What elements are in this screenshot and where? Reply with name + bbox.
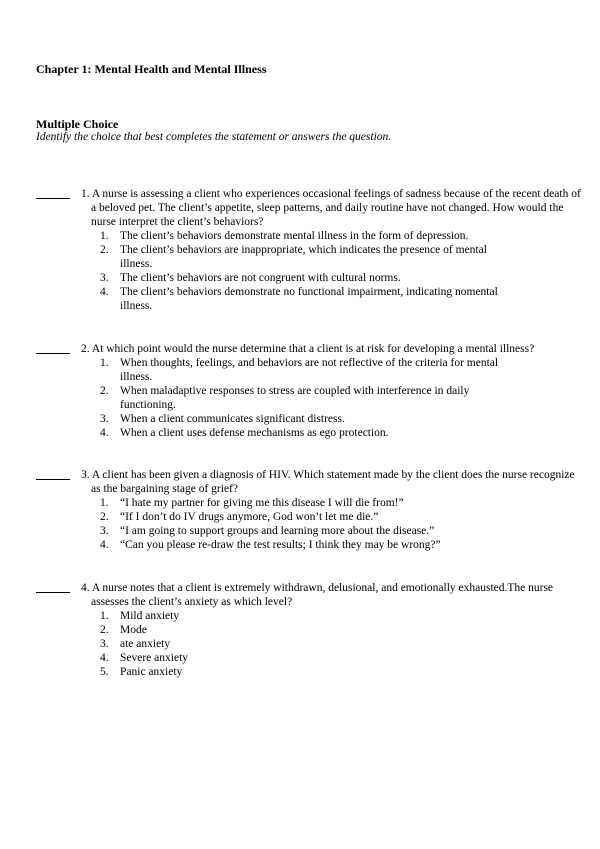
option-text: ate anxiety (120, 638, 171, 650)
option-list (100, 229, 520, 313)
option-number: 2. (100, 511, 109, 523)
question-4 (36, 581, 576, 679)
option-number: 3. (100, 638, 109, 650)
option-item (100, 412, 520, 426)
question-number: 4. (81, 582, 90, 594)
option-text: The client’s behaviors demonstrate mental illness in the form of depression. (120, 230, 469, 242)
option-item (100, 538, 520, 552)
option-number: 1. (100, 610, 109, 622)
question-text: At which point would the nurse determine that a client is at risk for developing a mental illness? (91, 343, 535, 355)
option-item (100, 651, 520, 665)
option-item (100, 271, 520, 285)
answer-blank[interactable] (36, 479, 70, 480)
question-text: A client has been given a diagnosis of HIV. Which statement made by the client does the nurse recognize as the bargaining stage of grief? (91, 469, 575, 495)
option-number: 3. (100, 272, 109, 284)
option-text: Mode (120, 624, 147, 636)
chapter-title: Chapter 1: Mental Health and Mental Illness (36, 62, 267, 76)
option-list (100, 356, 520, 440)
question-number: 3. (81, 469, 90, 481)
option-item (100, 665, 520, 679)
option-text: “If I don’t do IV drugs anymore, God won’t let me die.” (120, 511, 379, 523)
option-text: Severe anxiety (120, 652, 189, 664)
option-item (100, 510, 520, 524)
option-number: 2. (100, 385, 109, 397)
option-number: 2. (100, 244, 109, 256)
question-text: A nurse is assessing a client who experiences occasional feelings of sadness because of the recent death of a beloved pet. The client’s appetite, sleep patterns, and daily routine have not changed. How would the nurse interpret the client’s behaviors? (91, 188, 581, 228)
option-number: 1. (100, 497, 109, 509)
question-stem (81, 187, 581, 229)
option-number: 4. (100, 286, 109, 298)
option-number: 3. (100, 525, 109, 537)
option-text: The client’s behaviors are inappropriate, which indicates the presence of mental illness. (120, 244, 487, 270)
option-number: 1. (100, 230, 109, 242)
option-number: 4. (100, 652, 109, 664)
option-item (100, 229, 520, 243)
section-title: Multiple Choice (36, 117, 119, 131)
option-number: 4. (100, 427, 109, 439)
option-text: “Can you please re-draw the test results; I think they may be wrong?” (120, 539, 441, 551)
question-text: A nurse notes that a client is extremely withdrawn, delusional, and emotionally exhausted.The nurse assesses the client’s anxiety as which level? (91, 582, 554, 608)
option-text: “I hate my partner for giving me this disease I will die from!” (120, 497, 404, 509)
option-item (100, 285, 520, 313)
option-item (100, 524, 520, 538)
option-number: 3. (100, 413, 109, 425)
question-2 (36, 342, 576, 440)
option-text: The client’s behaviors demonstrate no functional impairment, indicating nomental illness. (120, 286, 498, 312)
question-stem (81, 468, 581, 496)
option-list (100, 496, 520, 552)
option-item (100, 426, 520, 440)
question-stem (81, 581, 581, 609)
option-item (100, 243, 520, 271)
option-item (100, 356, 520, 384)
question-number: 2. (81, 343, 90, 355)
option-list (100, 609, 520, 679)
option-text: The client’s behaviors are not congruent with cultural norms. (120, 272, 401, 284)
option-text: Mild anxiety (120, 610, 180, 622)
answer-blank[interactable] (36, 198, 70, 199)
answer-blank[interactable] (36, 353, 70, 354)
instructions: Identify the choice that best completes the statement or answers the question. (36, 131, 392, 143)
question-number: 1. (81, 188, 90, 200)
option-text: When thoughts, feelings, and behaviors are not reflective of the criteria for mental illness. (120, 357, 499, 383)
option-text: When maladaptive responses to stress are coupled with interference in daily functioning. (120, 385, 470, 411)
option-number: 4. (100, 539, 109, 551)
option-text: “I am going to support groups and learning more about the disease.” (120, 525, 435, 537)
option-text: When a client communicates significant distress. (120, 413, 345, 425)
option-text: When a client uses defense mechanisms as ego protection. (120, 427, 389, 439)
option-item (100, 496, 520, 510)
answer-blank[interactable] (36, 592, 70, 593)
option-item (100, 609, 520, 623)
option-text: Panic anxiety (120, 666, 183, 678)
option-item (100, 623, 520, 637)
question-stem (81, 342, 581, 356)
option-item (100, 637, 520, 651)
option-number: 5. (100, 666, 109, 678)
option-item (100, 384, 520, 412)
option-number: 1. (100, 357, 109, 369)
option-number: 2. (100, 624, 109, 636)
question-1 (36, 187, 581, 313)
question-3 (36, 468, 576, 552)
